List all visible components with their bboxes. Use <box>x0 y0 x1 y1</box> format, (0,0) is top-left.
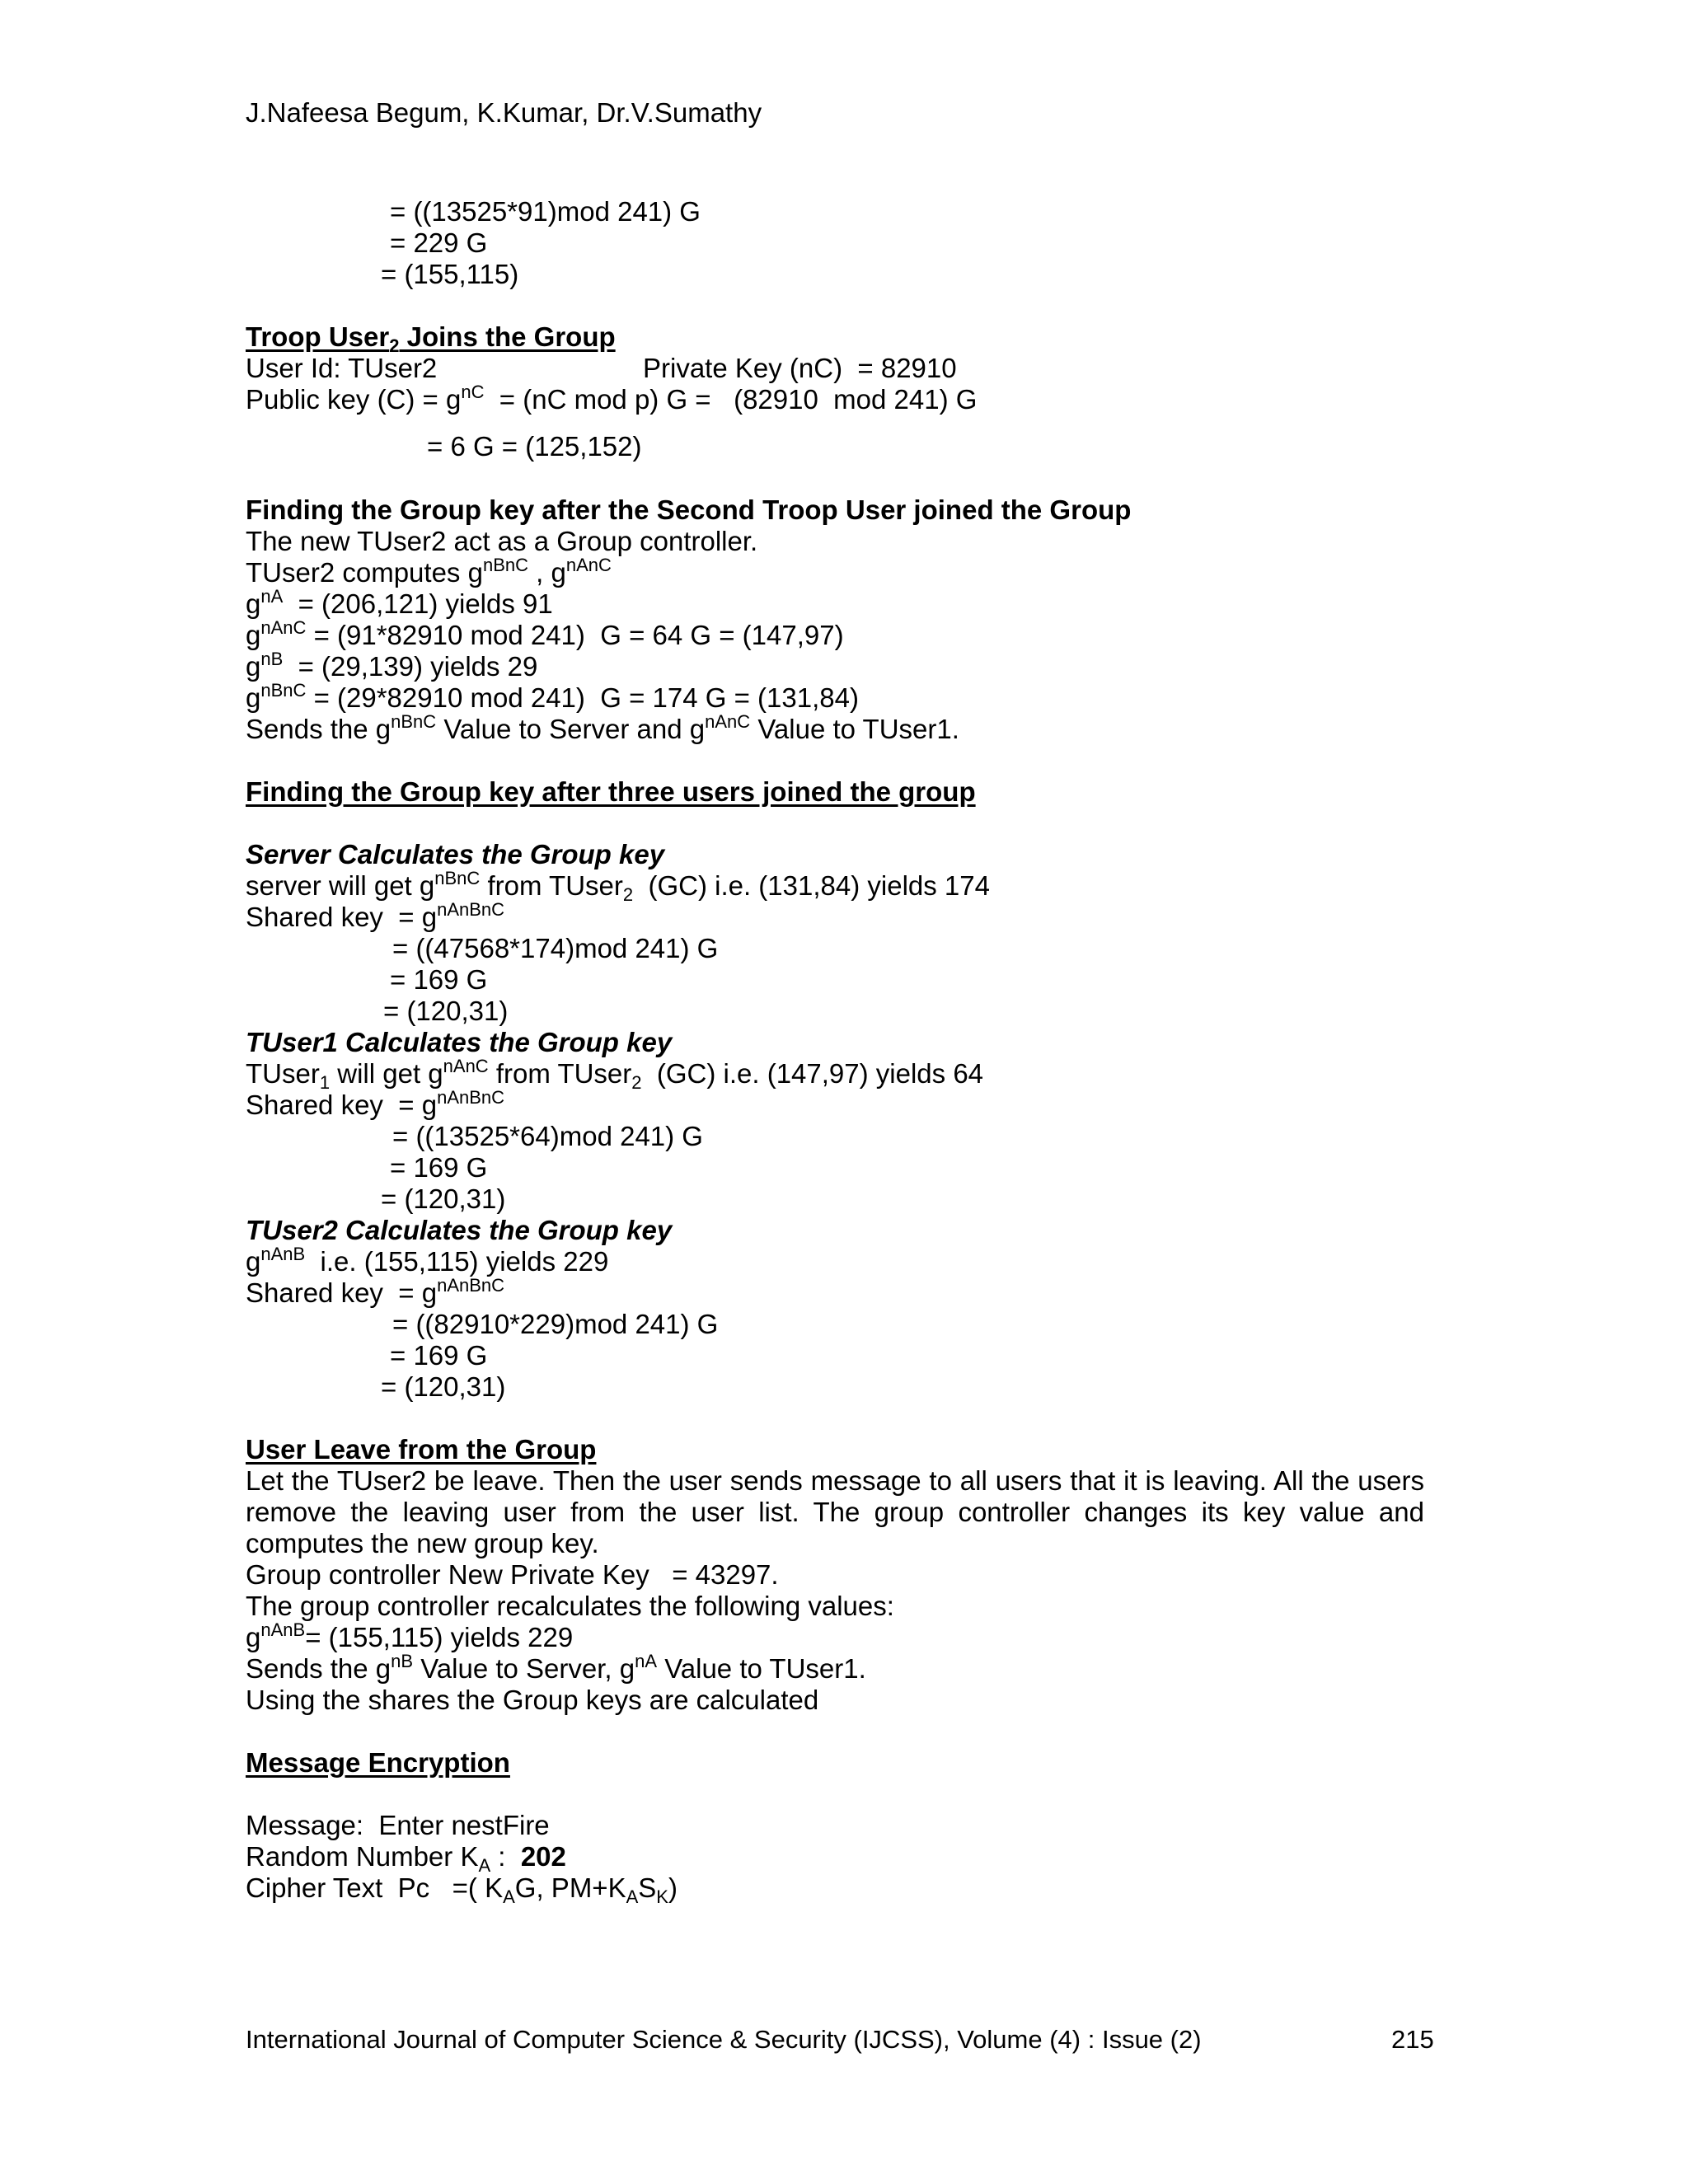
text-line: Sends the $g^{nB}$ Value to Server, $g^{nA}$ Value to TUser1. <box>246 1651 866 1684</box>
message-line: Message: Enter nestFire <box>246 1810 550 1840</box>
section-heading-second-user: Finding the Group key after the Second Troop User joined the Group <box>246 494 1132 525</box>
text-line: The group controller recalculates the following values: <box>246 1591 894 1621</box>
section-heading-troop-join: Troop User$_2$ Joins the Group <box>246 321 616 356</box>
equation-line: = 6 G = (125,152) <box>427 431 642 462</box>
public-key-line: Public key $(C) = g^{nC} = (nC$ mod p) G = (82910 mod 241) G <box>246 382 978 415</box>
section-heading-three-users: Finding the Group key after three users joined the group <box>246 776 976 807</box>
text-line: $g^{nAnB}$ i.e. (155,115) yields 229 <box>246 1244 609 1277</box>
text-line: $g^{nAnC} = (91*82910$ mod 241) G = 64 G = (147,97) <box>246 617 844 650</box>
equation-line: = 169 G <box>390 1340 488 1371</box>
section-heading-encryption: Message Encryption <box>246 1747 510 1778</box>
shared-key-line: Shared key = $g^{nAnBnC}$ <box>246 1087 505 1120</box>
shared-key-line: Shared key = $g^{nAnBnC}$ <box>246 1275 505 1308</box>
equation-line: = ((13525*64)mod 241) G <box>392 1121 703 1151</box>
text-line: $g^{nBnC} = (29*82910$ mod 241) G = 174 G = (131,84) <box>246 680 859 713</box>
subsection-title-tuser2: TUser2 Calculates the Group key <box>246 1215 673 1245</box>
private-key-line: Private Key (nC) = 82910 <box>643 353 957 383</box>
text-line: $g^{nA} = (206,121)$ yields 91 <box>246 586 553 619</box>
equation-line: = (120,31) <box>381 1371 506 1402</box>
equation-line: = 229 G <box>390 227 488 258</box>
random-number-line: Random Number $K_A$ : 202 <box>246 1841 566 1876</box>
equation-line: = ((82910*229)mod 241) G <box>392 1309 719 1339</box>
equation-line: = ((13525*91)mod 241) G <box>390 196 701 227</box>
text-line: TUser$_1$ will get $g^{nAnC}$ from TUser$_2$ (GC) i.e. (147,97) yields 64 <box>246 1056 984 1093</box>
text-line: $g^{nB} = (29,139)$ yields 29 <box>246 649 538 682</box>
subsection-title-server: Server Calculates the Group key <box>246 839 665 869</box>
text-line: Sends the $g^{nBnC}$ Value to Server and $g^{nAnC}$ Value to TUser1. <box>246 711 959 744</box>
running-footer: International Journal of Computer Science & Security (IJCSS), Volume (4) : Issue (2) <box>246 2025 1202 2054</box>
text-line: Group controller New Private Key = 43297. <box>246 1559 779 1590</box>
equation-line: = ((47568*174)mod 241) G <box>392 933 719 963</box>
text-line: Using the shares the Group keys are calculated <box>246 1685 819 1715</box>
text-line: TUser2 computes $g^{nBnC}$ , $g^{nAnC}$ <box>246 555 612 588</box>
equation-line: = (120,31) <box>381 1183 506 1214</box>
shared-key-line: Shared key = $g^{nAnBnC}$ <box>246 899 505 932</box>
equation-line: = (120,31) <box>383 996 509 1026</box>
cipher-text-line: Cipher Text Pc =( $K_AG$, $PM+K_AS_K$) <box>246 1872 678 1907</box>
section-heading-user-leave: User Leave from the Group <box>246 1434 597 1465</box>
text-line: $g^{nAnB}= (155,115)$ yields 229 <box>246 1619 574 1652</box>
equation-line: = 169 G <box>390 1152 488 1183</box>
equation-line: = (155,115) <box>381 259 519 289</box>
page-number: 215 <box>1391 2025 1434 2054</box>
leave-paragraph: Let the TUser2 be leave. Then the user sends message to all users that it is leaving. All the users remove the leaving user from the user list. The group controller changes its key value and computes the new group key. <box>246 1465 1424 1558</box>
subsection-title-tuser1: TUser1 Calculates the Group key <box>246 1027 673 1057</box>
text-line: server will get $g^{nBnC}$ from TUser$_2$ (GC) i.e. (131,84) yields 174 <box>246 868 990 905</box>
text-line: The new TUser2 act as a Group controller. <box>246 526 758 556</box>
user-id-line: User Id: TUser2 <box>246 353 438 383</box>
equation-line: = 169 G <box>390 964 488 995</box>
running-header: J.Nafeesa Begum, K.Kumar, Dr.V.Sumathy <box>246 97 762 128</box>
